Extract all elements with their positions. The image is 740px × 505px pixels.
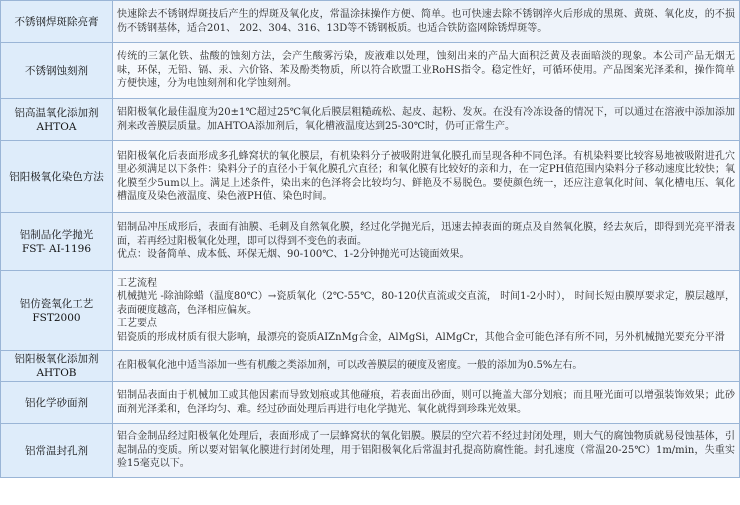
product-name: 铝高温氧化添加剂	[14, 106, 99, 119]
product-table-body	[1, 1, 740, 478]
product-description: 铝制品表面由于机械加工或其他因素而导致划痕或其他碰痕，若表面出砂面，则可以掩盖大部分划痕；而且哑光面可以增强装饰效果；此砂面剂光泽柔和，色泽均匀、难。经过砂面处理后再进行电化学抛光、氧化就得到珍珠光效果。	[117, 390, 735, 415]
product-description: 铝阳极氧化后表面形成多孔蜂窝状的氧化膜层，有机染料分子被吸附进氧化膜孔而呈现各种不同色泽。有机染料要比较容易地被吸附进孔穴里必须满足以下条件：染料分子的直径小于氧化膜孔穴直径；和氧化膜有比较好的亲和力，在一定PH值范围内染料分子移动速度比较快；氧化膜至少5um以上。满足上述条件，染出来的色泽将会比较均匀、鲜艳及不易脱色。要使颜色统一，还应注意氧化时间、氧化槽电压、氧化槽温度及染色液温度、染色液PH值、染色时间。	[117, 150, 735, 202]
product-name: 铝化学砂面剂	[25, 396, 88, 409]
product-description-cell	[113, 43, 740, 99]
product-name: 铝阳极氧化添加剂	[14, 353, 99, 365]
product-name-cell	[1, 1, 113, 43]
product-description-cell	[113, 141, 740, 213]
product-row	[1, 351, 740, 382]
product-name: FST2000	[32, 311, 81, 324]
product-name-cell	[1, 424, 113, 478]
product-row	[1, 1, 740, 43]
product-name: 不锈钢蚀刻剂	[25, 64, 88, 77]
product-row	[1, 99, 740, 141]
product-name: AHTOB	[36, 367, 77, 379]
product-description-cell	[113, 99, 740, 141]
product-name-cell	[1, 351, 113, 382]
product-name: AHTOA	[36, 120, 77, 133]
product-description: 工艺要点	[117, 318, 157, 330]
product-description: 铝瓷质的形成材质有很大影响，最漂亮的瓷质AIZnMg合金，AlMgSi，AlMgCr，其他合金可能色泽有所不同，另外机械抛光要充分平滑	[117, 331, 725, 343]
product-name: 铝制品化学抛光	[19, 228, 94, 241]
product-description-cell	[113, 382, 740, 424]
product-name-cell	[1, 141, 113, 213]
product-description: 工艺流程	[117, 277, 157, 289]
product-description: 在阳极氧化池中适当添加一些有机酸之类添加剂，可以改善膜层的硬度及密度。一般的添加为0.5%左右。	[117, 360, 583, 372]
product-row	[1, 213, 740, 271]
product-name-cell	[1, 213, 113, 271]
product-name: 不锈钢焊斑除亮膏	[14, 15, 99, 28]
product-description-cell	[113, 351, 740, 382]
product-name-cell	[1, 99, 113, 141]
product-row	[1, 382, 740, 424]
product-row	[1, 43, 740, 99]
product-description: 优点：设备简单、成本低、环保无烟、90-100℃、1-2分钟抛光可达镜面效果。	[117, 249, 470, 261]
product-description: 机械抛光 -除油除蜡（温度80℃）→瓷质氧化（2℃-55℃，80-120伏直流或交直流， 时间1-2小时）， 时间长短由膜厚要求定，膜层越厚，表面硬度越高，色泽相应偏灰。	[117, 291, 735, 316]
product-description: 传统的三氯化铁、盐酸的蚀刻方法，会产生酸雾污染，废液难以处理，蚀刻出来的产品大面积泛黄及表面暗淡的现象。本公司产品无烟无味，环保，无铅、镉、汞、六价铬、苯及酚类物质，所以符合欧盟工业RoHS指令。稳定性好，可循环使用。产品图案光泽柔和，操作简单方便快速，分为电蚀刻剂和化学蚀刻剂。	[117, 51, 735, 90]
product-row	[1, 424, 740, 478]
product-name: FST- AI-1196	[21, 242, 91, 255]
product-description: 铝制品冲压成形后，表面有油膜、毛刺及自然氧化膜，经过化学抛光后，迅速去掉表面的斑点及自然氧化膜，经去灰后，即得到光亮平滑表面，若再经过阳极氧化处理，即可以得到不变色的表面。	[117, 222, 735, 247]
product-name: 铝常温封孔剂	[25, 444, 88, 457]
product-description: 快速除去不锈钢焊斑技后产生的焊斑及氧化皮，常温涂抹操作方便、简单。也可快速去除不锈钢淬火后形成的黑斑、黄斑、氧化皮，的不损伤不锈钢基体，适合201、 202、304、316、13D等不锈钢板质。也适合铁防盗网除锈焊斑等。	[117, 9, 735, 34]
product-row	[1, 271, 740, 351]
product-row	[1, 141, 740, 213]
product-name: 铝阳极氧化染色方法	[9, 170, 104, 183]
product-name-cell	[1, 382, 113, 424]
product-description: 铝阳极氧化最佳温度为20±1℃超过25℃氧化后膜层粗糙疏松、起皮、起粉、发灰。在没有冷冻设备的情况下，可以通过在溶液中添加添加剂来改善膜层质量。加AHTOA添加剂后，氧化槽液温度达到25-30℃时，仍可正常生产。	[117, 107, 735, 132]
product-description: 铝合金制品经过阳极氧化处理后，表面形成了一层蜂窝状的氧化铝膜。膜层的空穴若不经过封闭处理，则大气的腐蚀物质就易侵蚀基体，引起制品的变质。所以要对铝氧化膜进行封闭处理，用于铝阳极氧化后常温封孔提高防腐性能。封孔速度（常温20-25℃）1m/min，失重实验15毫克以下。	[117, 431, 735, 470]
product-description-cell	[113, 213, 740, 271]
product-name: 铝仿瓷氧化工艺	[19, 297, 94, 310]
product-description-cell	[113, 271, 740, 351]
product-name-cell	[1, 271, 113, 351]
product-name-cell	[1, 43, 113, 99]
product-description-cell	[113, 424, 740, 478]
product-description-cell	[113, 1, 740, 43]
